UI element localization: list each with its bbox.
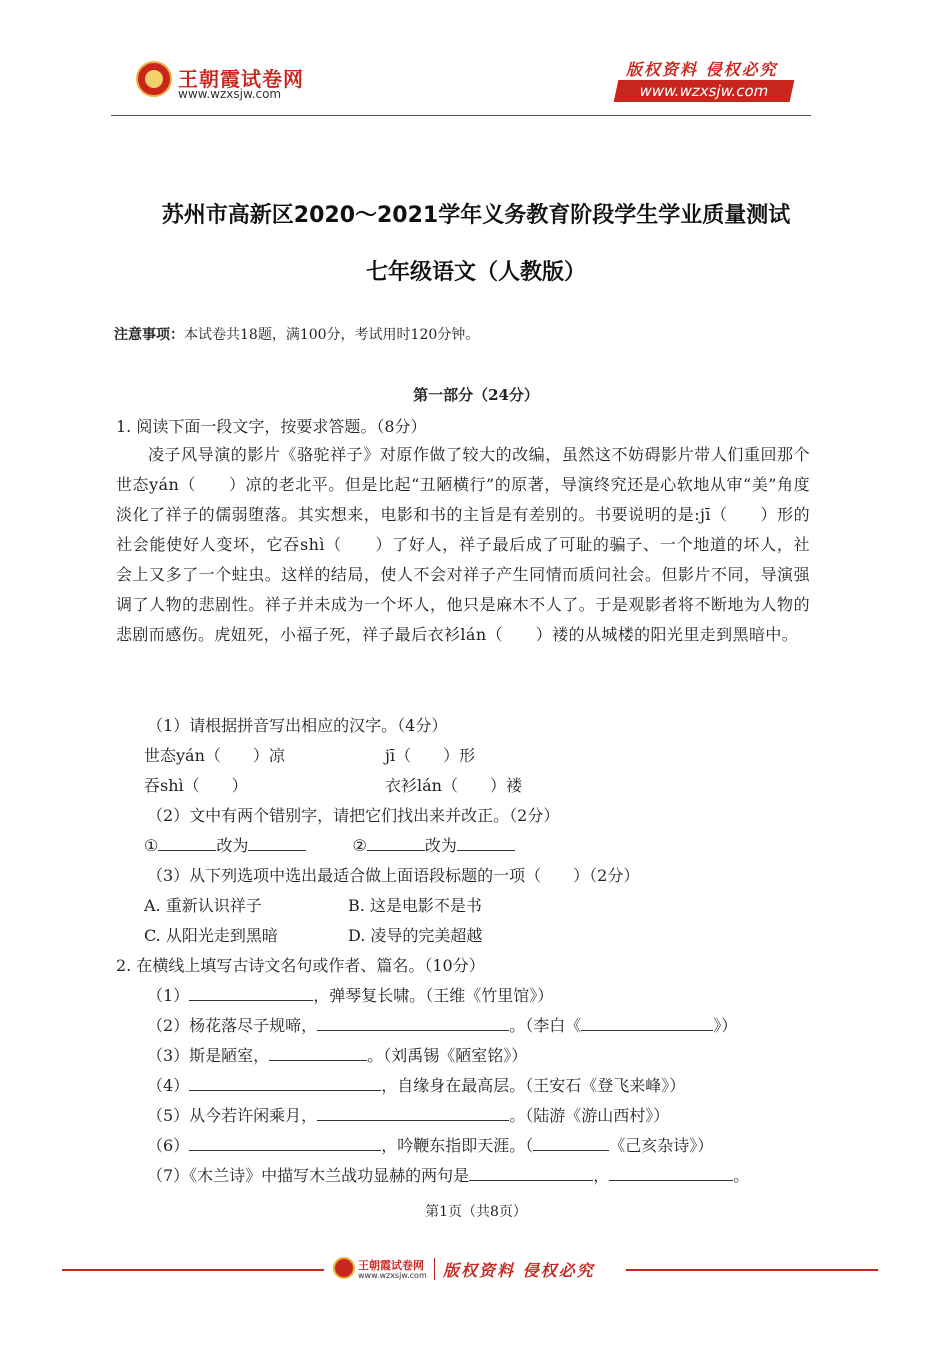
- q2-line-6: [147, 1133, 713, 1156]
- option-b: B. 这是电影不是书: [348, 896, 482, 915]
- answer-blank[interactable]: [469, 1164, 593, 1181]
- part-title: 第一部分（24分）: [413, 386, 539, 404]
- line-text: 《己亥杂诗》）: [609, 1136, 714, 1155]
- line-text: （5）从今若许闲乘月，: [147, 1106, 318, 1125]
- change-to-label: 改为: [424, 836, 457, 855]
- answer-blank[interactable]: [317, 1104, 509, 1121]
- answer-blank[interactable]: [189, 1074, 381, 1091]
- answer-blank[interactable]: [533, 1134, 609, 1151]
- footer-logo-url[interactable]: www.wzxsjw.com: [358, 1271, 427, 1280]
- logo-badge-icon: [136, 61, 172, 97]
- option-d: D. 凌导的完美超越: [348, 926, 483, 945]
- line-text: 。（陆游《游山西村》）: [509, 1106, 670, 1125]
- line-text: （7）《木兰诗》中描写木兰战功显赫的两句是: [147, 1166, 470, 1185]
- line-text: 。（李白《: [509, 1016, 582, 1035]
- answer-blank[interactable]: [189, 984, 313, 1001]
- page-number: 第1页（共8页）: [425, 1204, 527, 1220]
- exam-title: 苏州市高新区2020～2021学年义务教育阶段学生学业质量测试: [161, 203, 791, 228]
- q2-line-1: [147, 983, 553, 1006]
- notice-text: 本试卷共18题，满100分，考试用时120分钟。: [184, 327, 480, 343]
- footer-logo-icon: [333, 1257, 355, 1279]
- option-a: A. 重新认识祥子: [144, 896, 262, 915]
- line-text: （2）杨花落尽子规啼，: [147, 1016, 318, 1035]
- answer-blank[interactable]: [581, 1014, 713, 1031]
- q2-line-7: [147, 1163, 749, 1186]
- answer-blank[interactable]: [189, 1134, 381, 1151]
- q2-line-4: [147, 1073, 685, 1096]
- footer-copyright: 版权资料 侵权必究: [443, 1261, 595, 1280]
- change-to-label: 改为: [216, 836, 249, 855]
- answer-blank[interactable]: [367, 834, 425, 851]
- q1-pinyin-b: jī（ ）形: [385, 746, 476, 765]
- answer-blank[interactable]: [317, 1014, 509, 1031]
- answer-blank[interactable]: [158, 834, 216, 851]
- line-text: ，吟鞭东指即天涯。（: [381, 1136, 534, 1155]
- q2-line-3: [147, 1043, 527, 1066]
- line-text: 》）: [713, 1016, 738, 1035]
- q1-stem: 1. 阅读下面一段文字，按要求答题。（8分）: [116, 417, 427, 436]
- copyright-notice: 版权资料 侵权必究: [626, 60, 778, 79]
- q1-passage: 凌子风导演的影片《骆驼祥子》对原作做了较大的改编，虽然这不妨碍影片带人们重回那个世态yán（ ）凉的老北平。但是比起“丑陋横行”的原著，导演终究还是心软地从审“美”角度淡化了祥子的儒弱堕落。其实想来，电影和书的主旨是有差别的。书要说明的是:jī（ ）形的社会能使好人变坏，它吞shì（ ）了好人，祥子最后成了可耻的骗子、一个地道的坏人，社会上又多了一个蛀虫。这样的结局，使人不会对祥子产生同情而质问社会。但影片不同，导演强调了人物的悲剧性。祥子并未成为一个坏人，他只是麻木不人了。于是观影者将不断地为人物的悲剧而感伤。虎妞死，小福子死，祥子最后衣衫lán（ ）褛的从城楼的阳光里走到黑暗中。: [116, 445, 810, 644]
- answer-blank[interactable]: [248, 834, 306, 851]
- circle-1: ①: [144, 836, 159, 855]
- line-text: 。（刘禹锡《陋室铭》）: [367, 1046, 528, 1065]
- line-label: （4）: [147, 1076, 190, 1095]
- line-text: ，弹琴复长啸。（王维《竹里馆》）: [313, 986, 554, 1005]
- q1-pinyin-a: 世态yán（ ）凉: [144, 746, 285, 765]
- notice: [114, 324, 479, 344]
- q1-sub2: （2）文中有两个错别字，请把它们找出来并改正。（2分）: [147, 806, 560, 825]
- footer-logo-name: 王朝霞试卷网: [358, 1259, 424, 1272]
- answer-blank[interactable]: [269, 1044, 367, 1061]
- q1-sub3: （3）从下列选项中选出最适合做上面语段标题的一项（ ）（2分）: [147, 866, 640, 885]
- logo-name: 王朝霞试卷网: [178, 67, 304, 91]
- footer-divider-right: [626, 1269, 878, 1271]
- q2-stem: 2. 在横线上填写古诗文名句或作者、篇名。（10分）: [116, 956, 485, 975]
- line-text: （3）斯是陋室，: [147, 1046, 270, 1065]
- line-label: （6）: [147, 1136, 190, 1155]
- line-text: 。: [733, 1166, 750, 1185]
- q2-line-2: [147, 1013, 737, 1036]
- q1-correction-row: [144, 833, 515, 856]
- q1-pinyin-d: 衣衫lán（ ）褛: [385, 776, 522, 795]
- circle-2: ②: [352, 836, 367, 855]
- answer-blank[interactable]: [457, 834, 515, 851]
- line-label: （1）: [147, 986, 190, 1005]
- website-url-banner[interactable]: www.wzxsjw.com: [614, 80, 795, 102]
- header-divider: [111, 115, 811, 116]
- q1-sub1: （1）请根据拼音写出相应的汉字。（4分）: [147, 716, 448, 735]
- footer-divider-left: [62, 1269, 324, 1271]
- logo-url[interactable]: www.wzxsjw.com: [178, 87, 282, 101]
- footer-separator: [434, 1258, 435, 1280]
- notice-label: 注意事项：: [114, 327, 184, 343]
- answer-blank[interactable]: [609, 1164, 733, 1181]
- line-text: ，: [593, 1166, 610, 1185]
- q2-line-5: [147, 1103, 669, 1126]
- exam-subtitle: 七年级语文（人教版）: [365, 260, 586, 285]
- q1-pinyin-c: 吞shì（ ）: [144, 776, 248, 795]
- option-c: C. 从阳光走到黑暗: [144, 926, 278, 945]
- line-text: ，自缘身在最高层。（王安石《登飞来峰》）: [381, 1076, 686, 1095]
